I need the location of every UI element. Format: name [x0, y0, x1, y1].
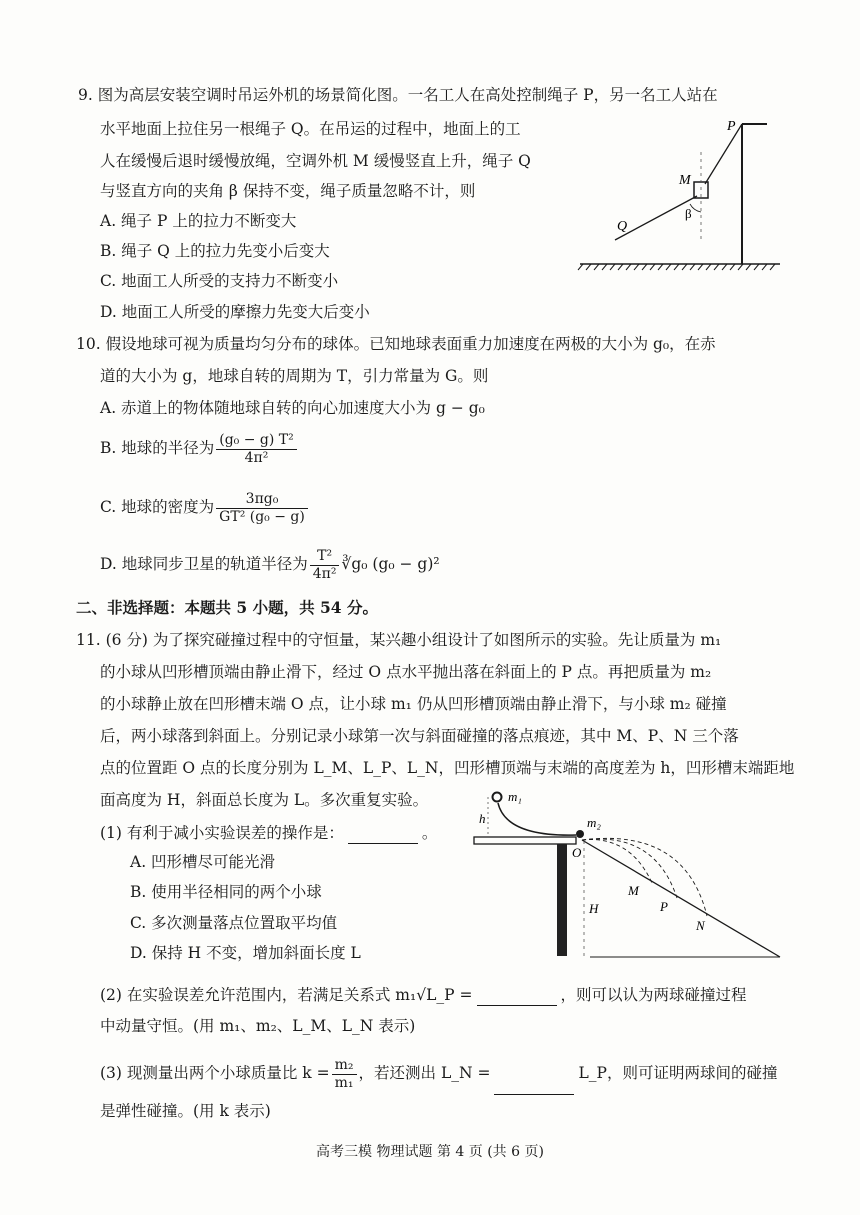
- section-heading: 二、非选择题：本题共 5 小题，共 54 分。: [76, 598, 378, 617]
- q10-option-d: [100, 542, 440, 586]
- q11-sub1-answer-blank[interactable]: [348, 821, 418, 844]
- q11-subquestion-2-line1: [100, 983, 747, 1006]
- q11-stem-line6: 面高度为 H，斜面总长度为 L。多次重复实验。: [100, 791, 429, 809]
- q11-sub2-text-b: ，则可以认为两球碰撞过程: [560, 986, 747, 1004]
- q9-label-m: M: [679, 173, 691, 188]
- q9-label-beta: β: [685, 206, 692, 221]
- q10-option-d-fraction: [310, 548, 340, 583]
- q10-option-b-denominator: 4π²: [244, 449, 269, 466]
- q9-option-a: A. 绳子 P 上的拉力不断变大: [100, 212, 297, 230]
- q11-option-a: A. 凹形槽尽可能光滑: [130, 853, 276, 871]
- q11-subquestion-2-line2: 中动量守恒。(用 m₁、m₂、L_M、L_N 表示): [100, 1017, 416, 1035]
- q11-sub2-text-a: (2) 在实验误差允许范围内，若满足关系式 m₁√L_P =: [100, 986, 473, 1004]
- q11-label-m1: m₁: [508, 789, 522, 804]
- q11-sub3-text-b: ，若还测出 L_N =: [358, 1064, 491, 1082]
- q10-option-c-text: C. 地球的密度为: [100, 498, 215, 516]
- q11-sub3-fraction: [332, 1057, 357, 1092]
- q11-stem-line3: 的小球静止放在凹形槽末端 O 点，让小球 m₁ 仍从凹形槽顶端由静止滑下，与小球 m₂ 碰撞: [100, 695, 727, 713]
- q10-option-c: [100, 485, 310, 529]
- q11-figure: [470, 785, 790, 965]
- q10-option-d-text: D. 地球同步卫星的轨道半径为: [100, 555, 308, 573]
- q9-label-p: P: [727, 119, 736, 134]
- q11-sub2-answer-blank[interactable]: [477, 983, 557, 1006]
- q11-option-c: C. 多次测量落点位置取平均值: [130, 914, 338, 932]
- q11-label-P: P: [660, 899, 668, 914]
- q10-option-d-denominator: 4π²: [312, 565, 337, 582]
- q11-subquestion-3-line1: [100, 1050, 777, 1095]
- q11-sub3-numerator: m₂: [332, 1057, 357, 1075]
- q11-label-N: N: [696, 918, 705, 933]
- q10-option-b-numerator: (g₀ − g) T²: [216, 432, 297, 450]
- q9-option-d: D. 地面工人所受的摩擦力先变大后变小: [100, 303, 370, 321]
- q11-stem-line4: 后，两小球落到斜面上。分别记录小球第一次与斜面碰撞的落点痕迹，其中 M、P、N 三个落: [100, 727, 739, 745]
- q11-option-b: B. 使用半径相同的两个小球: [130, 883, 322, 901]
- q10-option-b: [100, 426, 299, 470]
- q10-option-c-numerator: 3πg₀: [216, 491, 308, 509]
- q9-stem-line2: 水平地面上拉住另一根绳子 Q。在吊运的过程中，地面上的工: [100, 120, 521, 138]
- q11-label-H: H: [589, 901, 599, 916]
- q11-sub1-text: (1) 有利于减小实验误差的操作是：: [100, 824, 344, 842]
- q11-subquestion-1: [100, 821, 437, 844]
- q10-option-a: A. 赤道上的物体随地球自转的向心加速度大小为 g − g₀: [100, 399, 485, 417]
- q11-stem-line5: 点的位置距 O 点的长度分别为 L_M、L_P、L_N，凹形槽顶端与末端的高度差为 h，凹形槽末端距地: [100, 759, 795, 777]
- q11-stem-line1: 11. (6 分) 为了探究碰撞过程中的守恒量，某兴趣小组设计了如图所示的实验。先让质量为 m₁: [76, 631, 722, 649]
- q10-option-c-fraction: [216, 491, 308, 526]
- q11-sub3-denominator: m₁: [334, 1074, 354, 1091]
- q11-stem-line2: 的小球从凹形槽顶端由静止滑下，经过 O 点水平抛出落在斜面上的 P 点。再把质量为 m₂: [100, 663, 712, 681]
- q11-sub1-end: 。: [421, 824, 438, 842]
- q10-option-d-numerator: T²: [310, 548, 340, 566]
- q9-option-c: C. 地面工人所受的支持力不断变小: [100, 272, 339, 290]
- q11-label-o: O: [572, 845, 582, 860]
- q11-sub3-text-a: (3) 现测量出两个小球质量比 k =: [100, 1064, 330, 1082]
- q11-label-M: M: [628, 883, 639, 898]
- q10-stem-line1: 10. 假设地球可视为质量均匀分布的球体。已知地球表面重力加速度在两极的大小为 g₀，在赤: [76, 335, 716, 353]
- q10-option-d-root: ∛g₀ (g₀ − g)²: [341, 555, 440, 573]
- q9-figure: [575, 112, 785, 277]
- q10-option-b-fraction: [216, 432, 297, 467]
- q11-sub3-text-c: L_P，则可证明两球间的碰撞: [578, 1064, 778, 1082]
- q9-option-b: B. 绳子 Q 上的拉力先变小后变大: [100, 242, 330, 260]
- q10-option-b-text: B. 地球的半径为: [100, 439, 215, 457]
- q9-stem-line1: 9. 图为高层安装空调时吊运外机的场景简化图。一名工人在高处控制绳子 P，另一名工人站在: [78, 86, 718, 104]
- q9-stem-line4: 与竖直方向的夹角 β 保持不变，绳子质量忽略不计，则: [100, 182, 476, 200]
- q9-stem-line3: 人在缓慢后退时缓慢放绳，空调外机 M 缓慢竖直上升，绳子 Q: [100, 152, 531, 170]
- q10-option-c-denominator: GT² (g₀ − g): [219, 508, 305, 525]
- q9-label-q: Q: [617, 219, 628, 234]
- q10-stem-line2: 道的大小为 g，地球自转的周期为 T，引力常量为 G。则: [100, 367, 489, 385]
- page-footer: 高考三模 物理试题 第 4 页 (共 6 页): [316, 1144, 544, 1160]
- q11-label-h: h: [479, 811, 486, 826]
- q11-sub3-answer-blank[interactable]: [494, 1050, 574, 1095]
- q11-option-d: D. 保持 H 不变，增加斜面长度 L: [130, 944, 361, 962]
- q11-label-m2: m₂: [587, 815, 601, 830]
- q11-subquestion-3-line2: 是弹性碰撞。(用 k 表示): [100, 1102, 271, 1120]
